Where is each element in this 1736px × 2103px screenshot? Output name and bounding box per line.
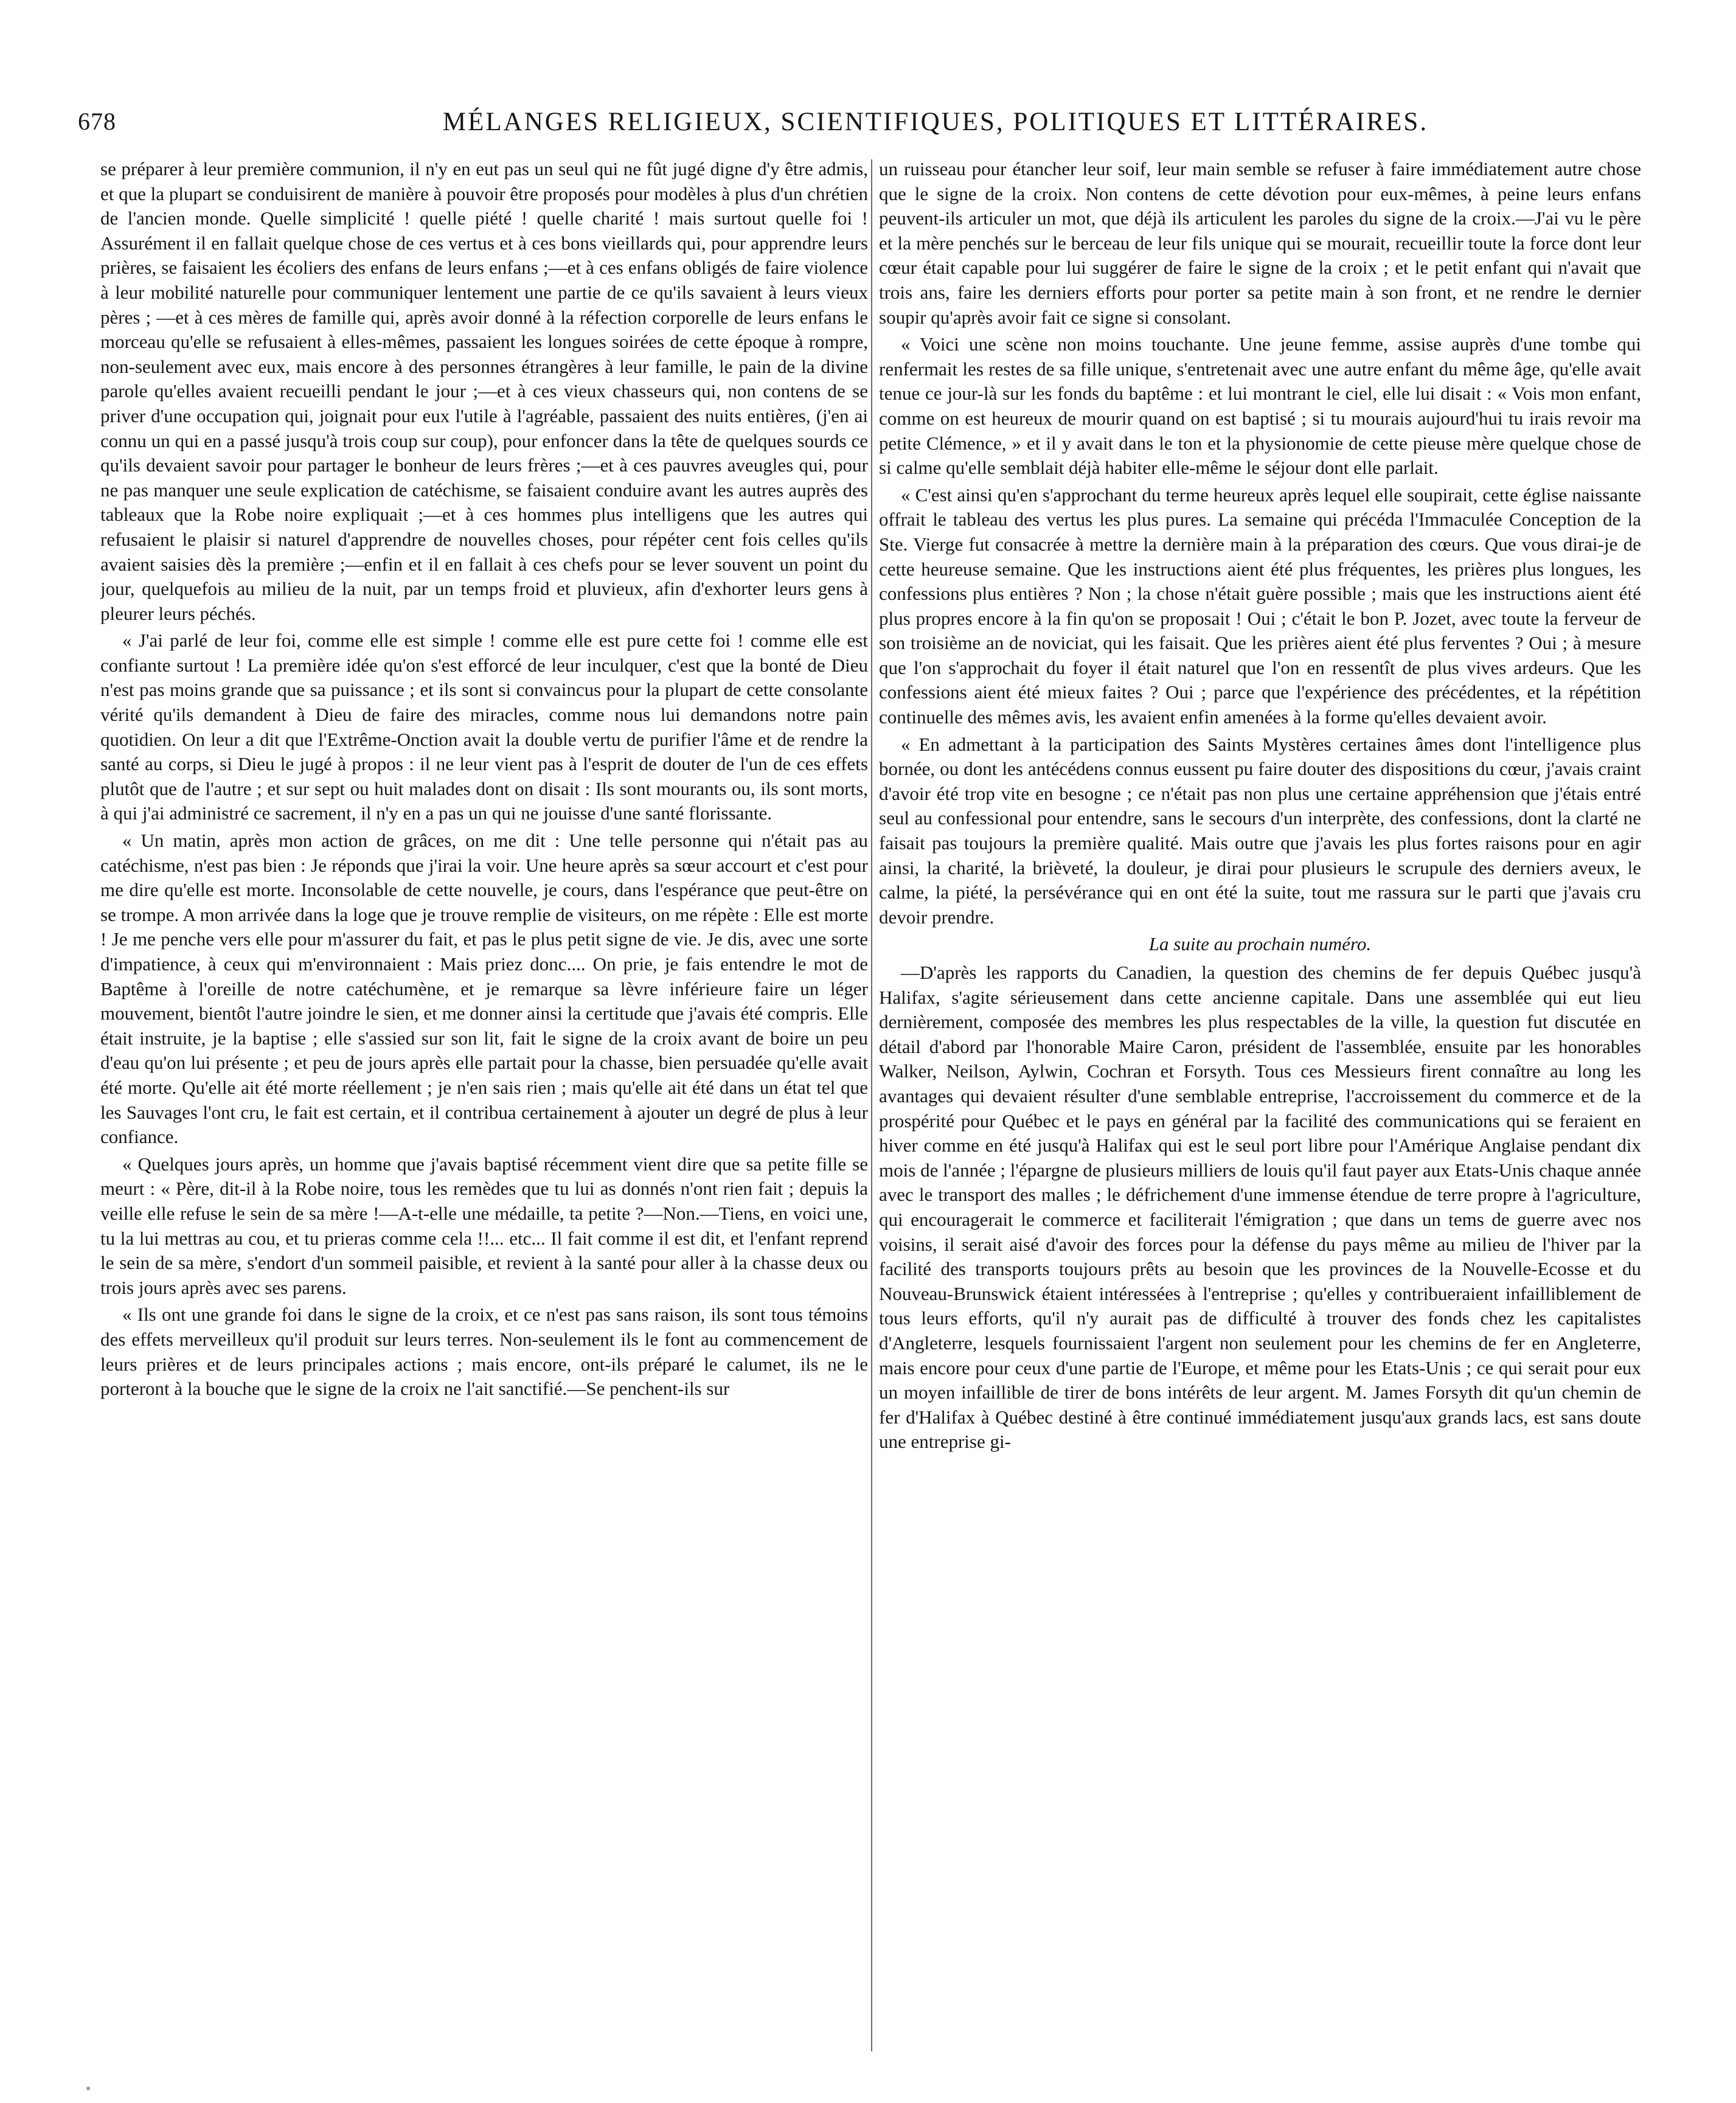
paragraph: « En admettant à la participation des Saints Mystères certaines âmes dont l'intelligence plus bornée, ou dont les antécédens connus eussent pu faire douter des dispositions du cœur, j'avais craint d'avoir été trop vite en besogne ; ce n'était pas non plus une certaine appréhension que j'étais entré seul au confessional pour entendre, sans le secours d'un interprète, des confessions, dont la clarté ne faisait pas toujours la première qualité. Mais outre que j'avais les plus fortes raisons pour en agir ainsi, la charité, la brièveté, la douleur, je dirai pour plusieurs le scrupule des derniers aveux, le calme, la piété, la persévérance qui en ont été la suite, tout me rassura sur le parti que j'avais cru devoir prendre. [879, 733, 1641, 928]
page-header [78, 102, 1648, 151]
paragraph: « J'ai parlé de leur foi, comme elle est simple ! comme elle est pure cette foi ! comme elle est confiante surtout ! La première idée qu'on s'est efforcé de leur inculquer, c'est que la bonté de Dieu n'est pas moins grande que sa puissance ; et ils sont si convaincus pour la plupart de cette consolante vérité qu'ils demandent à Dieu de faire des miracles, comme nous lui demandons notre pain quotidien. On leur a dit que l'Extrême-Onction avait la double vertu de purifier l'âme et de rendre la santé au corps, si Dieu le jugé à propos : il ne leur vient pas à l'esprit de douter de l'un de ces effets plutôt que de l'autre ; et sur sept ou huit malades dont on disait : Ils sont mourants ou, ils sont morts, à qui j'ai administré ce sacrement, il n'y en a pas un qui ne jouisse d'une santé florissante. [100, 630, 868, 824]
scan-speck [86, 2087, 90, 2090]
column-divider [871, 159, 872, 2051]
page-number: 678 [78, 108, 116, 135]
left-column [100, 157, 868, 2079]
news-paragraph: —D'après les rapports du Canadien, la question des chemins de fer depuis Québec jusqu'à Halifax, s'agite sérieusement dans cette ancienne capitale. Dans une assemblée qui eut lieu dernièrement, composée des membres les plus respectables de la ville, la question fut discutée en détail d'abord par l'honorable Maire Caron, président de l'assemblée, ensuite par les honorables Walker, Neilson, Aylwin, Cochran et Forsyth. Tous ces Messieurs firent connaître au long les avantages qui devaient résulter d'une semblable entreprise, l'accroissement du commerce et de la prospérité pour Québec et le pays en général par la facilité des communications qui se feraient en hiver comme en été jusqu'à Halifax qui est le seul port libre pour l'Amérique Anglaise pendant dix mois de l'année ; l'épargne de plusieurs milliers de louis qu'il faut payer aux Etats-Unis chaque année avec le transport des malles ; le défrichement d'une immense étendue de terre propre à l'agriculture, qui encouragerait le commerce et faciliterait l'émigration ; que dans un tems de guerre avec nos voisins, il serait aisé d'avoir des forces pour la défense du pays même au milieu de l'hiver par la facilité des transports toujours prêts au besoin que les provinces de la Nouvelle-Ecosse et du Nouveau-Brunswick étaient intéressées à l'entreprise ; qu'elles y contribueraient infailliblement de tous leurs efforts, qu'il n'y aurait pas de difficulté à trouver des fonds chez les capitalistes d'Angleterre, lesquels fournissaient l'argent non seulement pour les chemins de fer en Angleterre, mais encore pour ceux d'une partie de l'Europe, et même pour les Etats-Unis ; ce qui serait pour eux un moyen infaillible de tirer de bons intérêts de leur argent. M. James Forsyth dit qu'un chemin de fer d'Halifax à Québec destiné à être continué immédiatement jusqu'aux grands lacs, est sans doute une entreprise gi- [879, 962, 1641, 1453]
running-title: MÉLANGES RELIGIEUX, SCIENTIFIQUES, POLITIQUES ET LITTÉRAIRES. [442, 108, 1429, 136]
paragraph: « C'est ainsi qu'en s'approchant du terme heureux après lequel elle soupirait, cette église naissante offrait le tableau des vertus les plus pures. La semaine qui précéda l'Immaculée Conception de la Ste. Vierge fut consacrée à mettre la dernière main à la préparation des cœurs. Que vous dirai-je de cette heureuse semaine. Que les instructions aient été plus fréquentes, les prières plus longues, les confessions plus entières ? Non ; la chose n'était guère possible ; mais que les instructions aient été plus propres encore à la fin qu'on se proposait ! Oui ; c'était le bon P. Jozet, avec toute la ferveur de son troisième an de noviciat, qui les faisait. Que les prières aient été plus ferventes ? Oui ; à mesure que l'on s'approchait du foyer il était naturel que l'on en ressentît de plus vives ardeurs. Que les confessions aient été mieux faites ? Oui ; parce que l'expérience des précédentes, et la répétition continuelle des mêmes avis, les avaient enfin amenées à la forme qu'elles devaient avoir. [879, 484, 1641, 728]
paragraph: « Ils ont une grande foi dans le signe de la croix, et ce n'est pas sans raison, ils sont tous témoins des effets merveilleux qu'il produit sur leurs terres. Non-seulement ils le font au commencement de leurs prières et de leurs principales actions ; mais encore, ont-ils préparé le calumet, ils ne le porteront à la bouche que le signe de la croix ne l'ait sanctifié.—Se penchent-ils sur [100, 1304, 868, 1400]
paragraph: un ruisseau pour étancher leur soif, leur main semble se refuser à faire immédiatement autre chose que le signe de la croix. Non contens de cette dévotion pour eux-mêmes, à peine leurs enfans peuvent-ils articuler un mot, que déjà ils articulent les paroles du signe de la croix.—J'ai vu le père et la mère penchés sur le berceau de leur fils unique qui se mourait, recueillir toute la force dont leur cœur était capable pour lui suggérer de faire le signe de la croix ; et le petit enfant qui n'avait que trois ans, faire les derniers efforts pour porter sa petite main à son front, et ne rendre le dernier soupir qu'après avoir fait ce signe si consolant. [879, 158, 1641, 328]
paragraph: « Voici une scène non moins touchante. Une jeune femme, assise auprès d'une tombe qui renfermait les restes de sa fille unique, s'entretenait avec une autre enfant du même âge, qu'elle avait tenue ce jour-là sur les fonds du baptême : et lui montrant le ciel, elle lui disait : « Vois mon enfant, comme on est heureux de mourir quand on est baptisé ; si tu mourais aujourd'hui tu irais revoir ma petite Clémence, » et il y avait dans le ton et la physionomie de cette pieuse mère quelque chose de si calme qu'elle semblait déjà habiter elle-même le séjour dont elle parlait. [879, 333, 1641, 479]
to-be-continued-note: La suite au prochain numéro. [1148, 933, 1372, 955]
paragraph: se préparer à leur première communion, il n'y en eut pas un seul qui ne fût jugé digne d'y être admis, et que la plupart se conduisirent de manière à pouvoir être proposés pour modèles à plus d'un chrétien de l'ancien monde. Quelle simplicité ! quelle piété ! quelle charité ! mais surtout quelle foi ! Assurément il en fallait quelque chose de ces vertus et à ces bons vieillards qui, pour apprendre leurs prières, se faisaient les écoliers des enfans de leurs enfans ;—et à ces enfans obligés de faire violence à leur mobilité naturelle pour communiquer lentement une partie de ce qu'ils savaient à leurs vieux pères ; —et à ces mères de famille qui, après avoir donné à la réfection corporelle de leurs enfans le morceau qu'elle se refusaient à elles-mêmes, passaient les longues soirées de cette époque à rompre, non-seulement avec eux, mais encore à des personnes étrangères à leur famille, le pain de la divine parole qu'elles avaient recueilli pendant le jour ;—et à ces vieux chasseurs qui, non contens de se priver d'une occupation qui, joignait pour eux l'utile à l'agréable, passaient des nuits entières, (j'en ai connu un qui en a passé jusqu'à trois coup sur coup), pour enfoncer dans la tête de quelques sourds ce qu'ils devaient savoir pour partager le bonheur de leurs frères ;—et à ces pauvres aveugles qui, pour ne pas manquer une seule explication de catéchisme, se faisaient conduire avant les autres auprès des tableaux que la Robe noire expliquait ;—et à ces hommes plus intelligens que les autres qui refusaient le plaisir si naturel d'apprendre de nouvelles choses, pour répéter cent fois celles qu'ils avaient saisies dès la première ;—enfin et il en fallait à ces chefs pour se lever souvent un point du jour, quelquefois au milieu de la nuit, par un temps froid et pluvieux, afin d'exhorter leurs gens à pleurer leurs péchés. [100, 158, 868, 624]
paragraph: « Un matin, après mon action de grâces, on me dit : Une telle personne qui n'était pas au catéchisme, n'est pas bien : Je réponds que j'irai la voir. Une heure après sa sœur accourt et c'est pour me dire qu'elle est morte. Inconsolable de cette nouvelle, je cours, dans l'espérance que peut-être on se trompe. A mon arrivée dans la loge que je trouve remplie de visiteurs, on me répète : Elle est morte ! Je me penche vers elle pour m'assurer du fait, et pas le plus petit signe de vie. Je dis, avec une sorte d'impatience, à ceux qui m'environnaient : Mais priez donc.... On prie, je fais entendre le mot de Baptême à l'oreille de notre catéchumène, et je remarque sa lèvre inférieure faire un léger mouvement, bientôt l'autre joindre le sien, et me donner ainsi la certitude que j'avais été compris. Elle était instruite, je la baptise ; elle s'assied sur son lit, fait le signe de la croix avant de boire un peu d'eau qu'on lui présente ; et peu de jours après elle partait pour la chasse, bien persuadée qu'elle avait été morte. Qu'elle ait été morte réellement ; je n'en sais rien ; mais qu'elle ait été dans un état tel que les Sauvages l'ont cru, le fait est certain, et il contribua certainement à ajouter un degré de plus à leur confiance. [100, 830, 868, 1148]
right-column [879, 157, 1641, 2079]
paragraph: « Quelques jours après, un homme que j'avais baptisé récemment vient dire que sa petite fille se meurt : « Père, dit-il à la Robe noire, tous les remèdes que tu lui as donnés n'ont rien fait ; depuis la veille elle refuse le sein de sa mère !—A-t-elle une médaille, ta petite ?—Non.—Tiens, en voici une, tu la lui mettras au cou, et tu prieras comme cela !!... etc... Il fait comme il est dit, et l'enfant reprend le sein de sa mère, s'endort d'un sommeil paisible, et revient à la santé pour aller à la chasse deux ou trois jours après avec ses parens. [100, 1153, 868, 1298]
